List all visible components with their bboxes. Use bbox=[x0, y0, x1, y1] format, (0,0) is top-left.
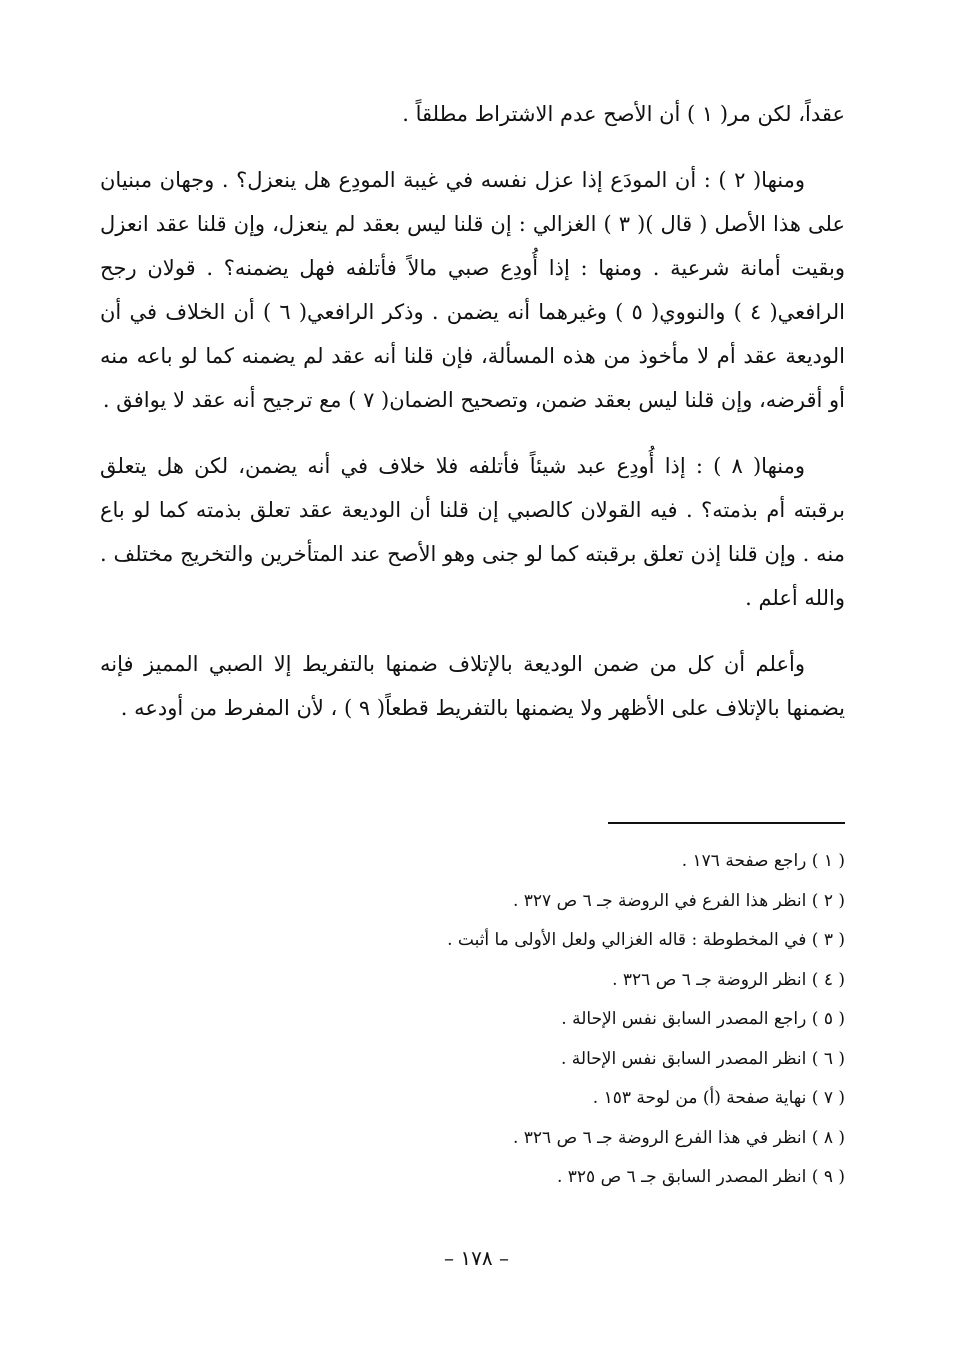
footnote-4: ( ٤ ) انظر الروضة جـ ٦ ص ٣٢٦ . bbox=[612, 969, 845, 990]
footnote-2: ( ٢ ) انظر هذا الفرع في الروضة جـ ٦ ص ٣٢٧ . bbox=[512, 890, 845, 911]
page-number: – ١٧٨ – bbox=[444, 1246, 509, 1270]
paragraph-3: ومنها( ٨ ) : إذا أُودِع عبد شيئاً فأتلفه فلا خلاف في أنه يضمن، لكن هل يتعلق برقبته أم بذمته؟ . فيه القولان كالصبي إن قلنا أن الوديعة عقد تعلق بذمته كما لو باع منه . وإن قلنا إذن تعلق برقبته كما لو جنى وهو الأصح عند المتأخرين والتخريج مختلف . والله أعلم . bbox=[100, 454, 845, 610]
footnote-7: ( ٧ ) نهاية صفحة (أ) من لوحة ١٥٣ . bbox=[592, 1088, 845, 1108]
footnote-5: ( ٥ ) راجع المصدر السابق نفس الإحالة . bbox=[561, 1009, 845, 1029]
paragraph-4: وأعلم أن كل من ضمن الوديعة بالإتلاف ضمنها بالتفريط إلا الصبي المميز فإنه يضمنها بالإتلاف على الأظهر ولا يضمنها بالتفريط قطعاً( ٩ ) ، لأن المفرط من أودعه . bbox=[100, 652, 845, 720]
main-text bbox=[100, 92, 845, 752]
footnote-3: ( ٣ ) في المخطوطة : قاله الغزالي ولعل الأولى ما أثبت . bbox=[447, 930, 845, 950]
footnote-8: ( ٨ ) انظر في هذا الفرع الروضة جـ ٦ ص ٣٢٦ . bbox=[512, 1127, 845, 1148]
footnote-9: ( ٩ ) انظر المصدر السابق جـ ٦ ص ٣٢٥ . bbox=[556, 1167, 845, 1187]
footnote-separator bbox=[608, 822, 845, 824]
paragraph-1: عقداً، لكن مر( ١ ) أن الأصح عدم الاشتراط مطلقاً . bbox=[402, 102, 845, 126]
footnotes bbox=[100, 842, 845, 1198]
footnote-1: ( ١ ) راجع صفحة ١٧٦ . bbox=[681, 851, 845, 871]
footnote-6: ( ٦ ) انظر المصدر السابق نفس الإحالة . bbox=[561, 1048, 845, 1069]
paragraph-2: ومنها( ٢ ) : أن المودَع إذا عزل نفسه في غيبة المودِع هل ينعزل؟ . وجهان مبنيان على هذا الأصل ( قال )( ٣ ) الغزالي : إن قلنا ليس بعقد لم ينعزل، وإن قلنا عقد انعزل وبقيت أمانة شرعية . ومنها : إذا أُودِع صبي مالاً فأتلفه فهل يضمنه؟ . قولان رجح الرافعي( ٤ ) والنووي( ٥ ) وغيرهما أنه يضمن . وذكر الرافعي( ٦ ) أن الخلاف في أن الوديعة عقد أم لا مأخوذ من هذه المسألة، فإن قلنا أنه عقد لم يضمنه كما لو باعه منه أو أقرضه، وإن قلنا ليس بعقد ضمن، وتصحيح الضمان( ٧ ) مع ترجيح أنه عقد لا يوافق . bbox=[100, 168, 845, 412]
